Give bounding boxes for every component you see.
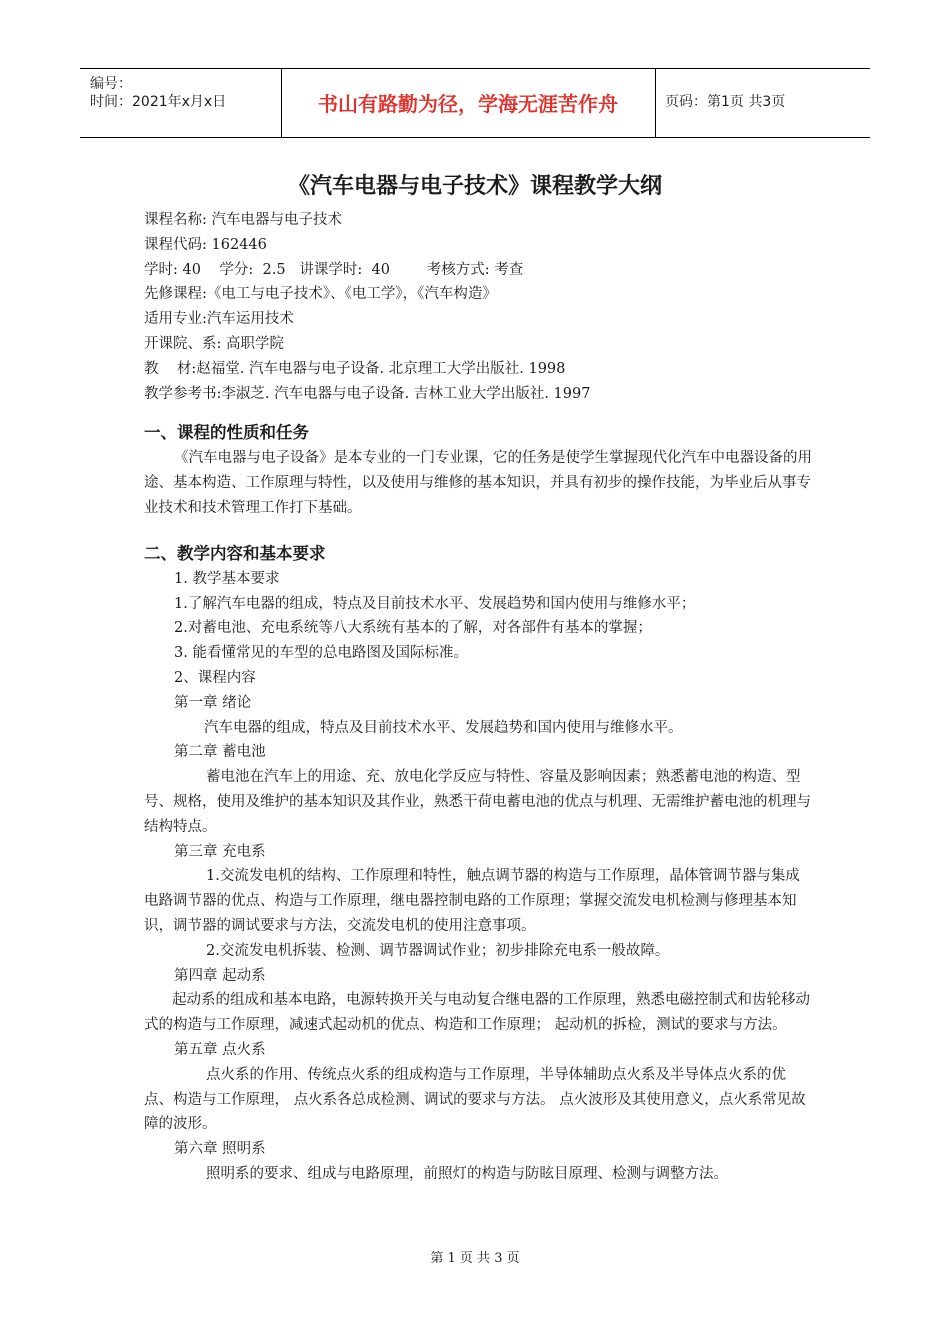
info-course-name: 课程名称: 汽车电器与电子技术	[144, 212, 342, 228]
page-title: 《汽车电器与电子技术》课程教学大纲	[287, 174, 662, 199]
document-body	[144, 208, 812, 1187]
info-textbook: 教 材:赵福堂. 汽车电器与电子设备. 北京理工大学出版社. 1998	[144, 360, 566, 377]
info-course-code: 课程代码: 162446	[144, 236, 267, 253]
chapter-2-title: 第二章 蓄电池	[174, 744, 266, 761]
chapter-1-title: 第一章 绪论	[174, 694, 252, 711]
header-page-info: 页码：第1页 共3页	[665, 94, 786, 110]
chapter-3-title: 第三章 充电系	[174, 843, 266, 860]
header-motto: 书山有路勤为径，学海无涯苦作舟	[318, 92, 618, 116]
document-number: 编号：	[90, 76, 132, 92]
chapter-6-title: 第六章 照明系	[174, 1141, 266, 1158]
section-1-heading: 一、课程的性质和任务	[144, 423, 309, 443]
chapter-5-title: 第五章 点火系	[174, 1041, 266, 1058]
chapter-4-text: 起动系的组成和基本电路，电源转换开关与电动复合继电器的工作原理，熟悉电磁控制式和齿轮移动式的构造与工作原理，减速式起动机的优点、构造和工作原理； 起动机的拆检，测试的要求与方法。	[144, 992, 810, 1034]
page-footer: 第 1 页 共 3 页	[430, 1251, 520, 1266]
info-major: 适用专业:汽车运用技术	[144, 311, 294, 328]
requirement-item: 1.了解汽车电器的组成，特点及目前技术水平、发展趋势和国内使用与维修水平；	[174, 595, 696, 612]
requirement-item: 3. 能看懂常见的车型的总电路图及国际标准。	[174, 645, 468, 662]
section-1-text: 《汽车电器与电子设备》是本专业的一门专业课，它的任务是使学生掌握现代化汽车中电器设备的用途、基本构造、工作原理与特性，以及使用与维修的基本知识，并具有初步的操作技能，为毕业后从事专业技术和技术管理工作打下基础。	[144, 450, 812, 516]
document-date: 时间：2021年x月x日	[90, 94, 227, 110]
chapter-4-title: 第四章 起动系	[174, 967, 266, 984]
chapter-3-text-2: 2.交流发电机拆装、检测、调节器调试作业；初步排除充电系一般故障。	[206, 942, 670, 959]
chapter-1-text: 汽车电器的组成，特点及目前技术水平、发展趋势和国内使用与维修水平。	[204, 719, 683, 736]
chapter-6-text: 照明系的要求、组成与电路原理，前照灯的构造与防眩目原理、检测与调整方法。	[206, 1165, 728, 1182]
page-header	[80, 68, 870, 138]
header-divider	[655, 69, 656, 137]
info-department: 开课院、系: 高职学院	[144, 335, 284, 352]
info-reference: 教学参考书:李淑芝. 汽车电器与电子设备. 吉林工业大学出版社. 1997	[144, 385, 591, 402]
info-hours: 学时: 40 学分: 2.5 讲课学时: 40 考核方式: 考查	[144, 261, 524, 278]
requirement-item: 2.对蓄电池、充电系统等八大系统有基本的了解，对各部件有基本的掌握；	[174, 620, 652, 637]
chapter-2-text: 蓄电池在汽车上的用途、充、放电化学反应与特性、容量及影响因素；熟悉蓄电池的构造、型号、规格，使用及维护的基本知识及其作业，熟悉干荷电蓄电池的优点与机理、无需维护蓄电池的机理与结构特点。	[144, 769, 811, 835]
requirements-title: 1. 教学基本要求	[174, 570, 280, 587]
chapter-5-text: 点火系的作用、传统点火系的组成构造与工作原理，半导体辅助点火系及半导体点火系的优点、构造与工作原理， 点火系各总成检测、调试的要求与方法。 点火波形及其使用意义，点火系常见故障的波形。	[144, 1066, 806, 1133]
info-prerequisites: 先修课程:《电工与电子技术》、《电工学》，《汽车构造》	[144, 286, 497, 303]
section-2-heading: 二、教学内容和基本要求	[144, 543, 326, 563]
chapter-3-text-1: 1.交流发电机的结构、工作原理和特性，触点调节器的构造与工作原理，晶体管调节器与集成电路调节器的优点、构造与工作原理，继电器控制电路的工作原理；掌握交流发电机检测与修理基本知识，调节器的调试要求与方法，交流发电机的使用注意事项。	[144, 868, 800, 934]
content-title: 2、课程内容	[174, 669, 256, 686]
